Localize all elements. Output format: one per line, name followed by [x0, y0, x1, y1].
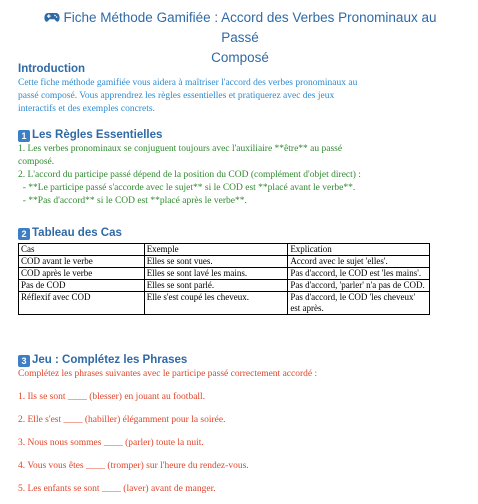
table-header-cell: Explication: [288, 244, 430, 256]
cases-table: [18, 243, 430, 315]
table-cell: Pas de COD: [19, 280, 145, 292]
exercise-item: 5. Les enfants se sont ____ (laver) avant de manger.: [18, 484, 216, 494]
table-cell: Elles se sont parlé.: [144, 280, 288, 292]
table-cell: Réflexif avec COD: [19, 292, 145, 315]
rules-heading-label: Les Règles Essentielles: [32, 129, 163, 141]
section-number-badge: 2: [18, 228, 30, 240]
game-instruction: Complétez les phrases suivantes avec le participe passé correctement accordé :: [18, 369, 318, 379]
section-number-badge: 1: [18, 130, 30, 142]
title-line-2: Composé: [211, 50, 269, 65]
table-cell: Elles se sont lavé les mains.: [144, 268, 288, 280]
cases-heading: [18, 226, 122, 240]
table-cell: Elles se sont vues.: [144, 256, 288, 268]
cases-heading-label: Tableau des Cas: [32, 227, 122, 239]
rule-line: composé.: [18, 157, 55, 167]
exercise-item: 2. Elle s'est ____ (habiller) élégamment pour la soirée.: [18, 415, 226, 425]
table-cell: Elle s'est coupé les cheveux.: [144, 292, 288, 315]
table-header-cell: Exemple: [144, 244, 288, 256]
rule-line: - **Pas d'accord** si le COD est **placé après le verbe**.: [18, 196, 247, 206]
table-cell: Pas d'accord, le COD est 'les mains'.: [288, 268, 430, 280]
table-row: [19, 268, 430, 280]
exercise-item: 3. Nous nous sommes ____ (parler) toute la nuit.: [18, 438, 204, 448]
table-cell: Pas d'accord, le COD 'les cheveux' est après.: [288, 292, 430, 315]
table-header-cell: Cas: [19, 244, 145, 256]
rules-heading: [18, 128, 162, 142]
table-row: [19, 256, 430, 268]
table-cell: COD après le verbe: [19, 268, 145, 280]
table-cell: COD avant le verbe: [19, 256, 145, 268]
intro-line: Cette fiche méthode gamifiée vous aidera à maîtriser l'accord des verbes pronominaux au: [18, 78, 358, 88]
exercise-item: 4. Vous vous êtes ____ (tromper) sur l'heure du rendez-vous.: [18, 461, 249, 471]
table-cell: Pas d'accord, 'parler' n'a pas de COD.: [288, 280, 430, 292]
table-row: [19, 280, 430, 292]
intro-line: interactifs et des exemples concrets.: [18, 104, 155, 114]
exercise-item: 1. Ils se sont ____ (blesser) en jouant au football.: [18, 392, 206, 402]
rule-line: - **Le participe passé s'accorde avec le sujet** si le COD est **placé avant le verbe**.: [18, 183, 356, 193]
title-line-1: Fiche Méthode Gamifiée : Accord des Verbes Pronominaux au Passé: [63, 10, 437, 45]
table-cell: Accord avec le sujet 'elles'.: [288, 256, 430, 268]
rule-line: 2. L'accord du participe passé dépend de la position du COD (complément d'objet direct) :: [18, 170, 361, 180]
section-number-badge: 3: [18, 355, 30, 367]
intro-heading: Introduction: [18, 63, 86, 75]
rule-line: 1. Les verbes pronominaux se conjuguent toujours avec l'auxiliaire **être** au passé: [18, 144, 343, 154]
intro-line: passé composé. Vous apprendrez les règles essentielles et pratiquerez avec des jeux: [18, 91, 335, 101]
table-row: [19, 292, 430, 315]
page-title: [30, 8, 450, 68]
game-heading: [18, 353, 187, 367]
game-heading-label: Jeu : Complétez les Phrases: [32, 354, 188, 366]
gamepad-icon: [44, 12, 60, 23]
table-header-row: [19, 244, 430, 256]
